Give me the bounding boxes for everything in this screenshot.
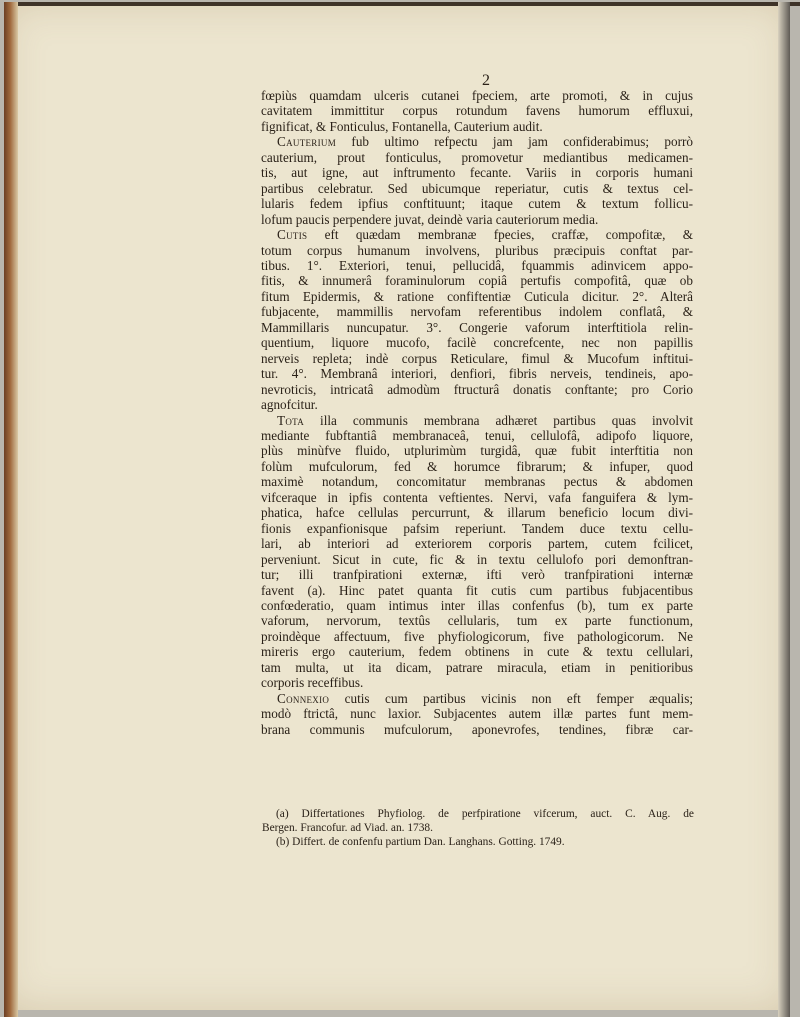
line-text: tur. 4°. Membranâ interiori, denfiori, fibris nerveis, tendineis, apo-	[261, 366, 693, 382]
text-line	[261, 243, 693, 258]
line-text: tam multa, ut ita dicam, patrare miracula, etiam in penitioribus	[261, 659, 693, 675]
paragraph-lead-word: Cauterium	[277, 134, 336, 150]
line-text: cutis cum partibus vicinis non eft femper æqualis;	[329, 690, 693, 706]
line-text: fubjacente, mammillis nervofam referentibus indolem conflatâ, &	[261, 304, 693, 320]
line-text: proindèque affectuum, five phyfiologicorum, five pathologicorum. Ne	[261, 628, 693, 644]
paragraph-lead-word: Connexio	[277, 690, 330, 706]
text-line	[261, 691, 693, 706]
footnote-line	[262, 807, 694, 821]
line-text: lofum paucis perpendere juvat, deindè varia cauteriorum media.	[261, 211, 599, 227]
text-line	[261, 103, 693, 118]
line-text: mediante fubftantiâ membranaceâ, tenui, cellulofâ, adipofo liquore,	[261, 427, 693, 443]
paragraph-lead-word: Tota	[277, 412, 305, 428]
text-line	[261, 598, 693, 613]
text-line	[261, 351, 693, 366]
binding-left-edge	[4, 2, 18, 1017]
text-line	[261, 459, 693, 474]
page-right-edge	[778, 2, 790, 1017]
line-text: fœpiùs quamdam ulceris cutanei fpeciem, arte promoti, & in cujus	[261, 88, 693, 103]
text-line	[261, 505, 693, 520]
text-line	[261, 273, 693, 288]
line-text: nevroticis, intricatâ admodùm ftructurâ donatis conftante; pro Corio	[261, 381, 693, 397]
footnote-line	[262, 835, 694, 849]
text-line	[261, 706, 693, 721]
line-text: eft quædam membranæ fpecies, craffæ, compofitæ, &	[307, 227, 693, 243]
line-text: Bergen. Francofur. ad Viad. an. 1738.	[262, 822, 433, 834]
text-line	[261, 366, 693, 381]
paragraph-lead-word: Cutis	[277, 227, 308, 243]
text-line	[261, 304, 693, 319]
line-text: favent (a). Hinc patet quanta fit cutis cum partibus fubjacentibus	[261, 582, 693, 598]
text-line	[261, 134, 693, 149]
line-text: tibus. 1°. Exteriori, tenui, pellucidâ, fquammis adinvicem appo-	[261, 257, 693, 273]
text-line	[261, 443, 693, 458]
book-page	[4, 2, 790, 1010]
line-text: corporis receffibus.	[261, 675, 364, 691]
line-text: vaforum, nervorum, textûs cellularis, tum ex parte functionum,	[261, 613, 693, 629]
line-text: cavitatem immittitur corpus rotundum favens humorum effluxui,	[261, 103, 693, 119]
text-line	[261, 552, 693, 567]
line-text: lari, ab interiori ad exteriorem corporis partem, cutem fcilicet,	[261, 536, 693, 552]
text-line	[261, 181, 693, 196]
page-top-edge	[4, 2, 800, 6]
page-number: 2	[482, 72, 490, 89]
text-line	[261, 212, 693, 227]
line-text: partibus celebratur. Sed ubicumque reperiatur, cutis & textus cel-	[261, 180, 693, 196]
text-line	[261, 258, 693, 273]
line-text: vifceraque in ipfis contenta veftientes. Nervi, vafa fanguifera & lym-	[261, 489, 693, 505]
line-text: Mammillaris nuncupatur. 3°. Congerie vaforum interftitiola relin-	[261, 319, 693, 335]
text-line	[261, 490, 693, 505]
line-text: perveniunt. Sicut in cute, fic & in textu cellulofo pori demonftran-	[261, 551, 693, 567]
text-line	[261, 320, 693, 335]
line-text: lularis fedem ipfius conftituunt; itaque cutem & textum follicu-	[261, 196, 693, 212]
text-line	[261, 675, 693, 690]
text-line	[261, 428, 693, 443]
text-line	[261, 382, 693, 397]
text-line	[261, 521, 693, 536]
line-text: tis, aut igne, aut inftrumento fecante. Variis in corporis humani	[261, 165, 693, 181]
line-text: fitum Epidermis, & ratione confiftentiæ Cuticula dicitur. 2°. Alterâ	[261, 288, 693, 304]
text-line	[261, 660, 693, 675]
text-line	[261, 165, 693, 180]
line-text: (a) Differtationes Phyfiolog. de perfpiratione vifcerum, auct. C. Aug. de	[276, 808, 694, 820]
line-text: quentium, liquore mucofo, facilè concrefcente, nec non papillis	[261, 335, 693, 351]
text-line	[261, 88, 693, 103]
line-text: (b) Differt. de confenfu partium Dan. Langhans. Gotting. 1749.	[276, 836, 565, 848]
line-text: modò ftrictâ, nunc laxior. Subjacentes autem illæ partes funt mem-	[261, 706, 693, 722]
text-line	[261, 536, 693, 551]
footnote-line	[262, 821, 694, 835]
text-line	[261, 196, 693, 211]
text-line	[261, 227, 693, 242]
line-text: fitis, & innumerâ foraminulorum copiâ pertufis compofitâ, quæ ob	[261, 273, 693, 289]
line-text: agnofcitur.	[261, 397, 318, 413]
line-text: fionis expanfionisque pafsim reperiunt. Tandem duce textu cellu-	[261, 520, 693, 536]
text-line	[261, 613, 693, 628]
text-line	[261, 644, 693, 659]
line-text: tur; illi tranfpirationi externæ, ifti verò tranfpirationi internæ	[261, 567, 693, 583]
text-line	[261, 335, 693, 350]
line-text: mireris ergo cauterium, fedem obtinens in cute & textu cellulari,	[261, 644, 693, 660]
text-line	[261, 397, 693, 412]
line-text: fignificat, & Fonticulus, Fontanella, Cauterium audit.	[261, 118, 543, 134]
line-text: fub ultimo refpectu jam jam confiderabimus; porrò	[336, 134, 693, 150]
line-text: illa communis membrana adhæret partibus quas involvit	[304, 412, 693, 428]
line-text: cauterium, prout fonticulus, promovetur mediantibus medicamen-	[261, 149, 693, 165]
line-text: phatica, hafce cellulas percurrunt, & illarum beneficio locum divi-	[261, 505, 693, 521]
text-line	[261, 629, 693, 644]
text-line	[261, 567, 693, 582]
line-text: plùs minùfve fluido, utplurimùm turgidâ, quæ fubit interftitia non	[261, 443, 693, 459]
body-text	[261, 88, 693, 737]
footnotes	[262, 807, 694, 849]
text-line	[261, 583, 693, 598]
text-line	[261, 289, 693, 304]
line-text: confœderatio, quam intimus inter illas confenfus (b), tum ex parte	[261, 597, 693, 613]
line-text: brana communis mufculorum, aponevrofes, tendines, fibræ car-	[261, 721, 693, 737]
text-line	[261, 722, 693, 737]
text-line	[261, 119, 693, 134]
text-line	[261, 413, 693, 428]
line-text: nerveis repleta; indè corpus Reticulare, fimul & Mucofum inftitui-	[261, 350, 693, 366]
text-line	[261, 474, 693, 489]
line-text: folùm mufculorum, fed & horumce fibrarum; & infuper, quod	[261, 458, 693, 474]
line-text: totum corpus humanum involvens, pluribus præcipuis conftat par-	[261, 242, 693, 258]
text-line	[261, 150, 693, 165]
line-text: maximè notandum, concomitatur membranas pectus & abdomen	[261, 474, 693, 490]
